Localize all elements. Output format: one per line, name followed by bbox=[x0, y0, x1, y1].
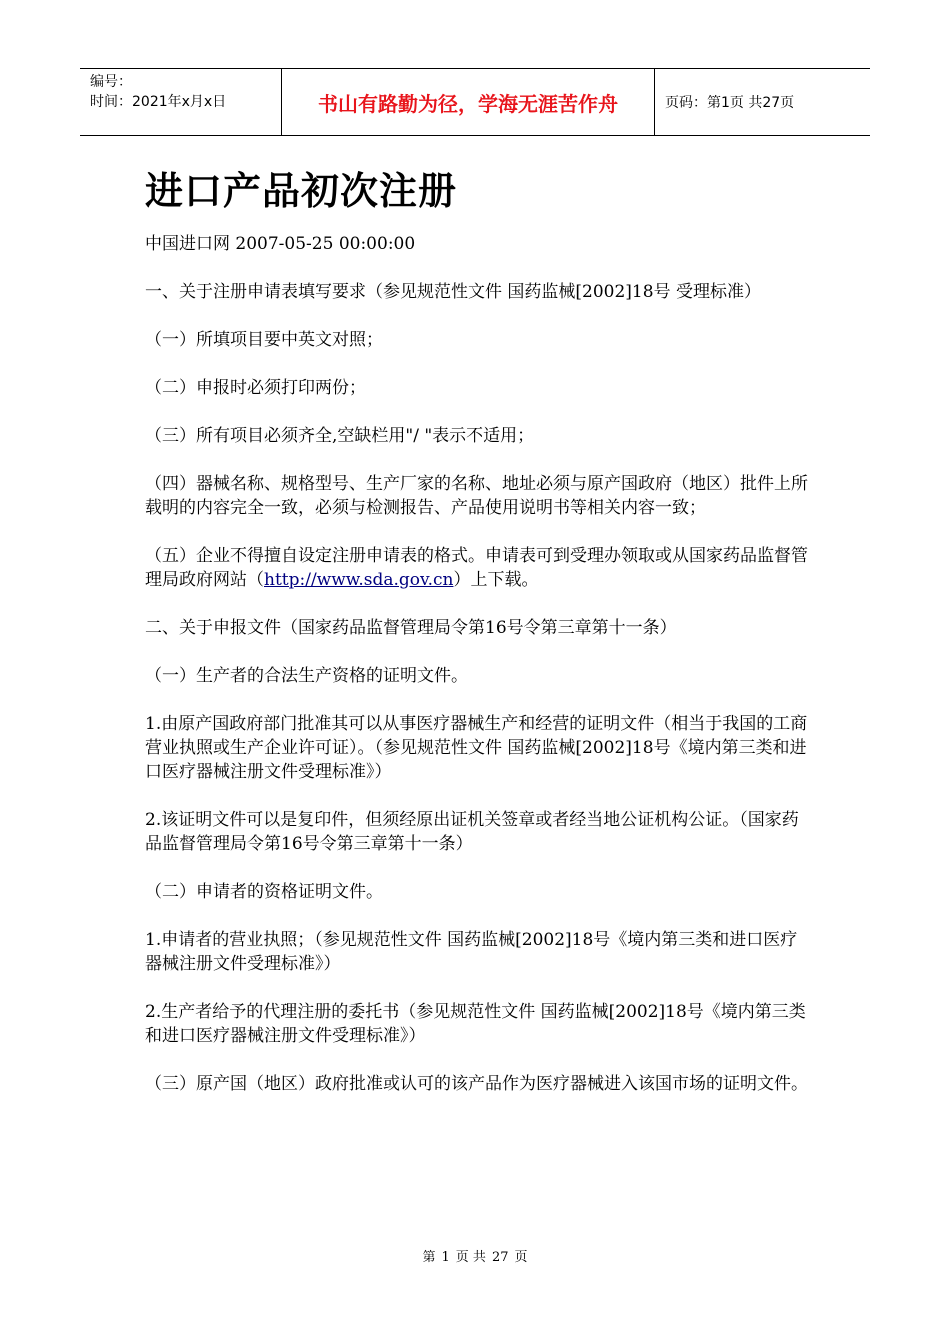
footer-mid: 页 共 bbox=[455, 1250, 486, 1265]
time-label: 时间：2021年x月x日 bbox=[90, 94, 227, 110]
paragraph-text: （五）企业不得擅自设定注册申请表的格式。申请表可到受理办领取或从国家药品监督管理局政府网站（ bbox=[145, 546, 808, 590]
footer-suffix: 页 bbox=[514, 1250, 528, 1265]
document-title: 进口产品初次注册 bbox=[145, 169, 458, 213]
number-label: 编号： bbox=[90, 74, 132, 90]
header-table bbox=[80, 68, 870, 136]
source-line: 中国进口网 2007-05-25 00:00:00 bbox=[145, 234, 416, 254]
paragraph: （三）原产国（地区）政府批准或认可的该产品作为医疗器械进入该国市场的证明文件。 bbox=[145, 1074, 808, 1094]
page-info: 页码：第1页 共27页 bbox=[665, 95, 795, 111]
header-motto-cell bbox=[282, 69, 655, 135]
document-body bbox=[145, 232, 810, 1120]
paragraph: （二）申请者的资格证明文件。 bbox=[145, 882, 383, 902]
paragraph-text: ）上下载。 bbox=[453, 570, 539, 590]
paragraph: 1.由原产国政府部门批准其可以从事医疗器械生产和经营的证明文件（相当于我国的工商营业执照或生产企业许可证）。（参见规范性文件 国药监械[2002]18号《境内第三类和进口医疗器械注册文件受理标准》） bbox=[145, 714, 808, 782]
sda-website-link[interactable]: http://www.sda.gov.cn bbox=[264, 570, 454, 590]
paragraph: 1.申请者的营业执照；（参见规范性文件 国药监械[2002]18号《境内第三类和进口医疗器械注册文件受理标准》） bbox=[145, 930, 798, 974]
header-meta-cell bbox=[80, 69, 282, 135]
paragraph-with-link bbox=[145, 544, 810, 592]
footer-current-page: 1 bbox=[441, 1250, 450, 1265]
footer-prefix: 第 bbox=[422, 1250, 436, 1265]
paragraph: （一）所填项目要中英文对照； bbox=[145, 330, 383, 350]
paragraph: （三）所有项目必须齐全,空缺栏用"/ "表示不适用； bbox=[145, 426, 535, 446]
header-page-cell bbox=[655, 69, 870, 135]
paragraph: 2.生产者给予的代理注册的委托书（参见规范性文件 国药监械[2002]18号《境内第三类和进口医疗器械注册文件受理标准》） bbox=[145, 1002, 806, 1046]
page-footer bbox=[0, 1246, 950, 1265]
motto-text: 书山有路勤为径，学海无涯苦作舟 bbox=[318, 91, 618, 116]
paragraph: （一）生产者的合法生产资格的证明文件。 bbox=[145, 666, 468, 686]
paragraph: （四）器械名称、规格型号、生产厂家的名称、地址必须与原产国政府（地区）批件上所载明的内容完全一致，必须与检测报告、产品使用说明书等相关内容一致； bbox=[145, 474, 808, 518]
footer-total-pages: 27 bbox=[491, 1250, 509, 1265]
paragraph: 一、关于注册申请表填写要求（参见规范性文件 国药监械[2002]18号 受理标准） bbox=[145, 282, 761, 302]
paragraph: （二）申报时必须打印两份； bbox=[145, 378, 366, 398]
paragraph: 2.该证明文件可以是复印件，但须经原出证机关签章或者经当地公证机构公证。（国家药品监督管理局令第16号令第三章第十一条） bbox=[145, 810, 799, 854]
paragraph: 二、关于申报文件（国家药品监督管理局令第16号令第三章第十一条） bbox=[145, 618, 677, 638]
